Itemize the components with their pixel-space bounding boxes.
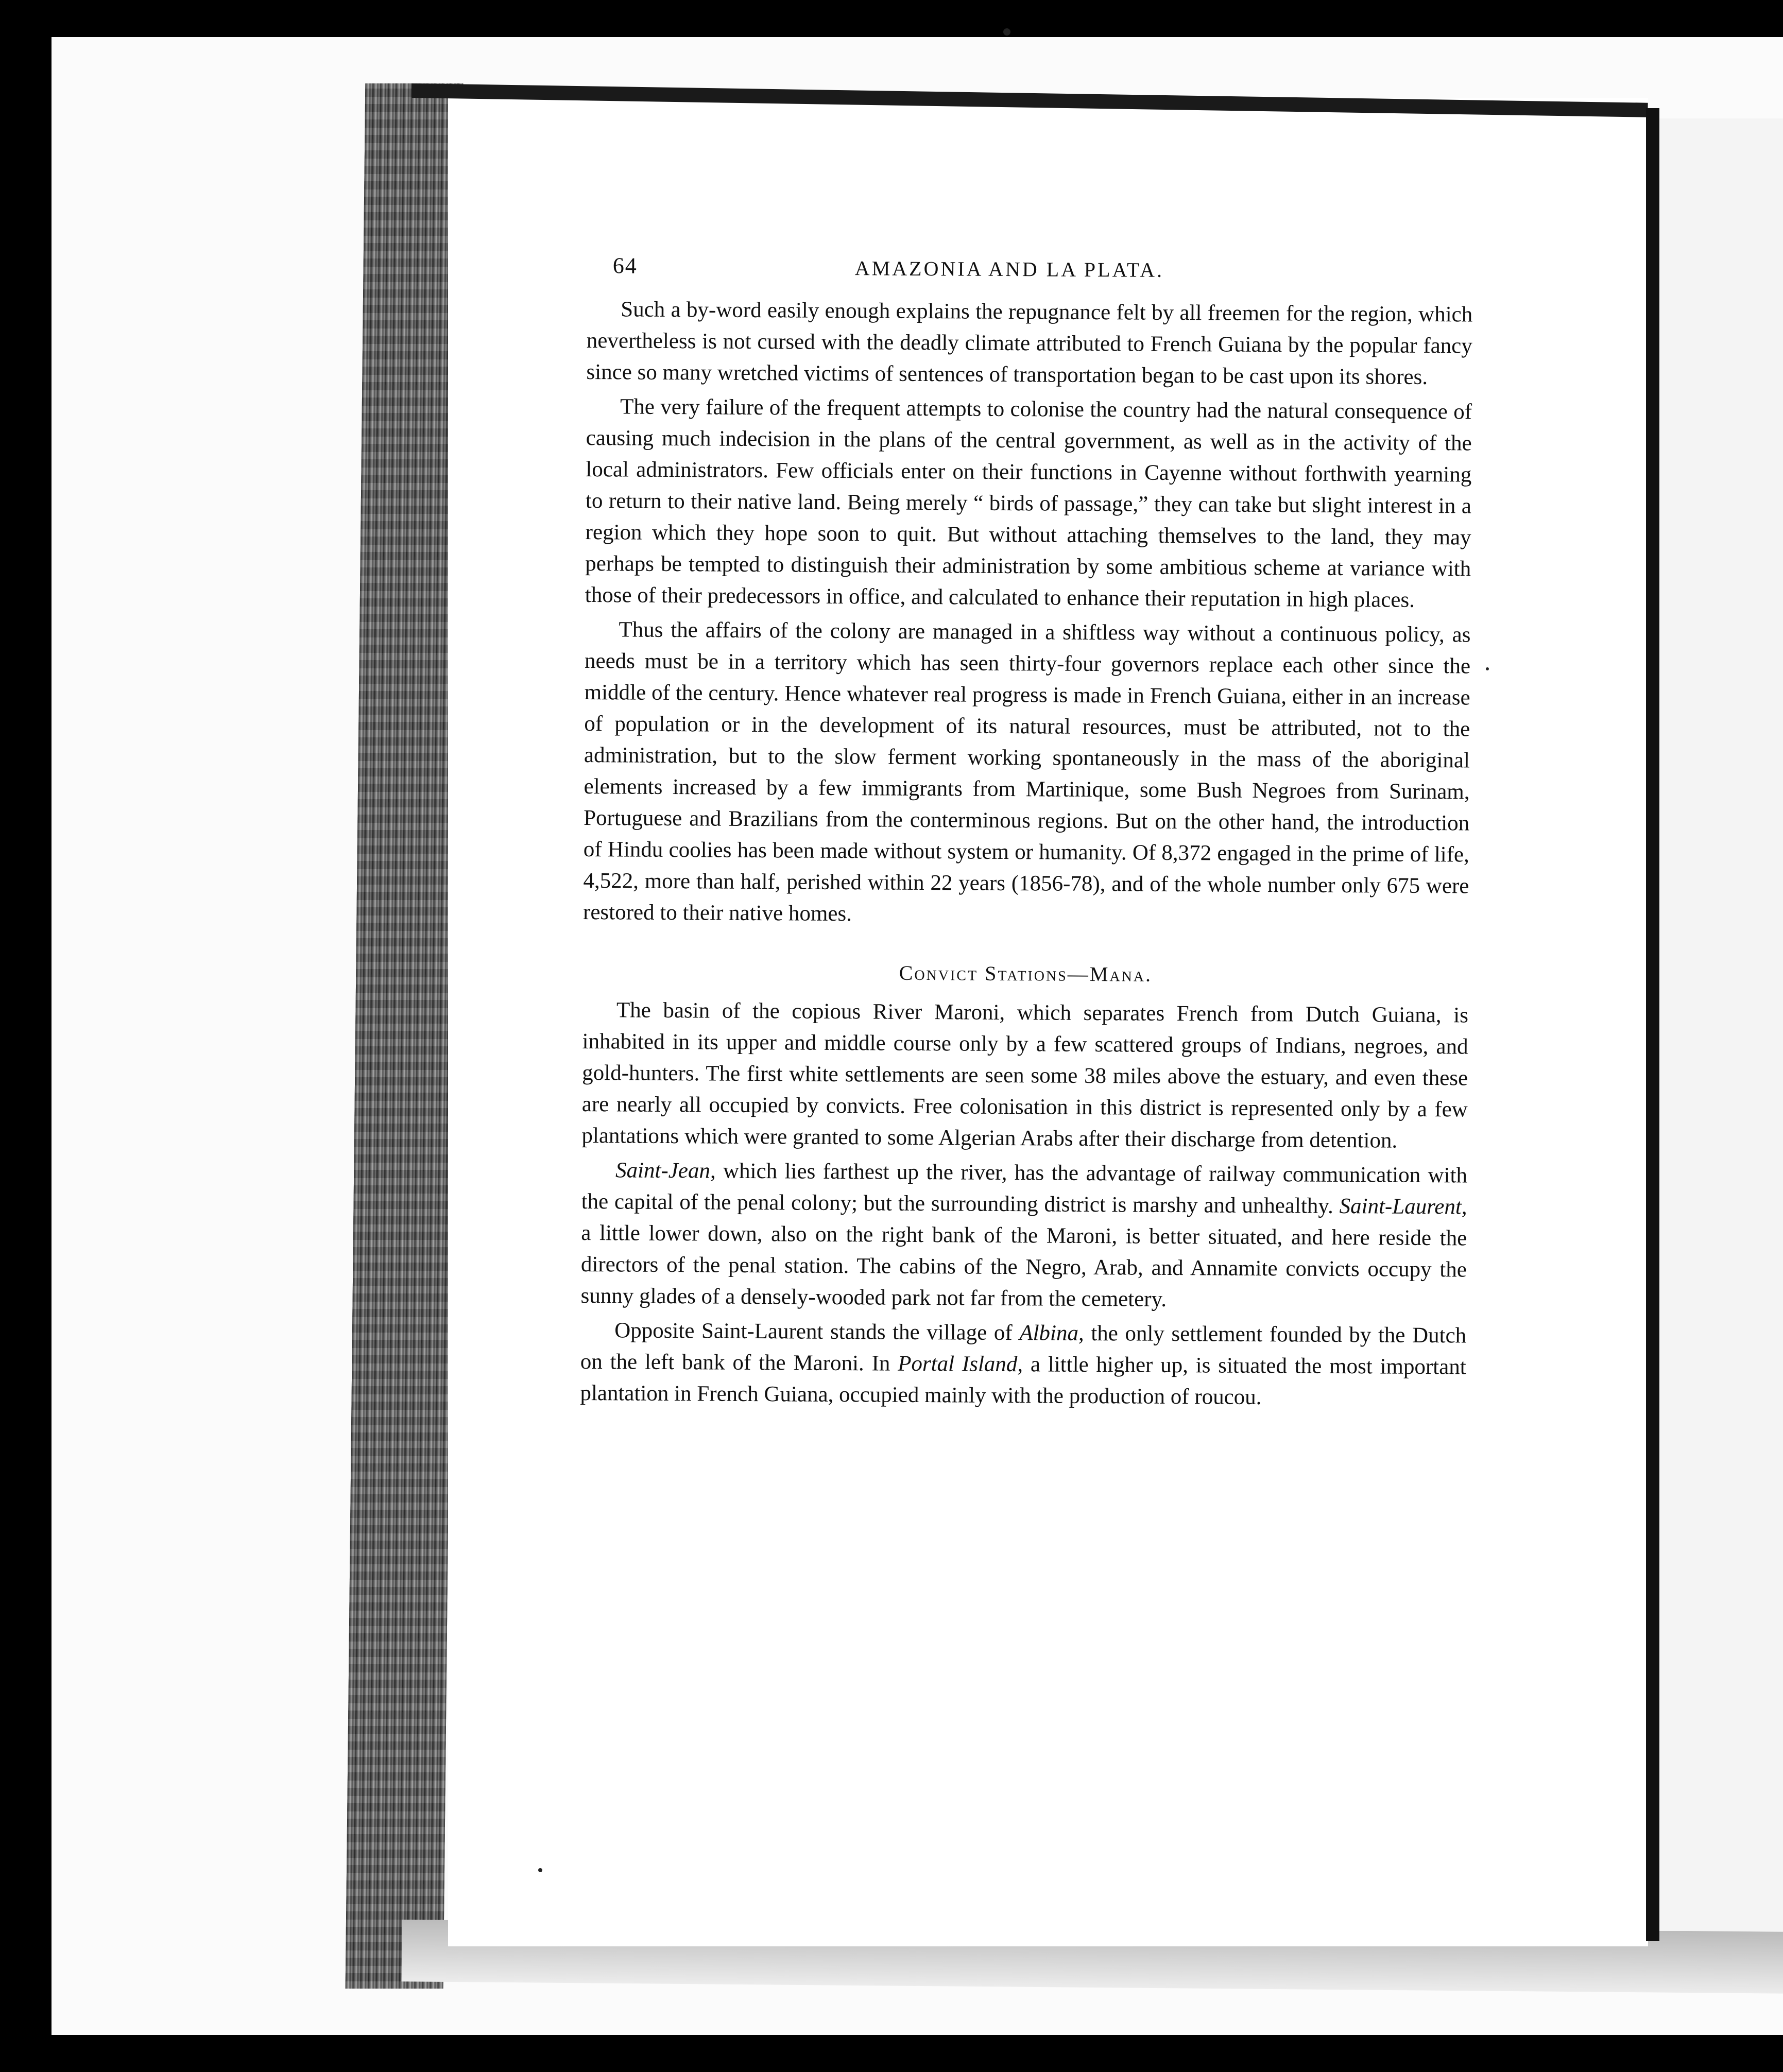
scan-speck bbox=[538, 1868, 542, 1872]
scan-speck bbox=[1486, 667, 1489, 670]
page-text bbox=[580, 247, 1473, 1414]
facing-page-edge bbox=[1659, 118, 1783, 1931]
paragraph-text: the only settlement founded by the Dutch on the left bank of the Maroni. In bbox=[580, 1321, 1467, 1376]
paragraph: The very failure of the frequent attempts to colonise the country had the natural consequence of causing much indecision in the plans of the central government, as well as in the activity of the local administrators. Few officials enter on their functions in Cayenne without forthwith yearning to return to their native land. Being merely “ birds of passage,” they can take but slight interest in a region which they hope soon to quit. But without attaching themselves to the land, they may perhaps be tempted to distinguish their administration by some ambitious scheme at variance with those of their predecessors in office, and calculated to enhance their reputation in high places. bbox=[585, 394, 1472, 612]
paragraph-text: a little lower down, also on the right bank of the Maroni, is better situated, and here reside the directors of the penal station. The cabins of the Negro, Arab, and Annamite convicts occupy the sunny glades of a densely-wooded park not far from the cemetery. bbox=[580, 1220, 1467, 1311]
paragraph-text: which lies farthest up the river, has the advantage of railway communication with the capital of the penal colony; but the surrounding district is marshy and unhealthy. bbox=[581, 1159, 1468, 1218]
paragraph: Such a by-word easily enough explains the repugnance felt by all freemen for the region, which nevertheless is not cursed with the deadly climate attributed to French Guiana by the popular fancy since so many wretched victims of sentences of transportation began to be cast upon its shores. bbox=[586, 297, 1473, 389]
paragraph-text: Opposite Saint-Laurent stands the village of bbox=[614, 1318, 1020, 1345]
place-name: Saint-Jean, bbox=[615, 1158, 716, 1183]
paragraph-text: a little higher up, is situated the most important plantation in French Guiana, occupied mainly with the production of roucou. bbox=[580, 1352, 1466, 1410]
paragraph bbox=[580, 1315, 1466, 1414]
place-name: Portal Island, bbox=[898, 1351, 1023, 1377]
running-head bbox=[587, 247, 1473, 299]
paragraph: The basin of the copious River Maroni, which separates French from Dutch Guiana, is inhabited in its upper and middle course only by a few scattered groups of Indians, negroes, and gold-hunters. The first white settlements are seen some 38 miles above the estuary, and even these are nearly all occupied by convicts. Free colonisation in this district is represented only by a few plantations which were granted to some Algerian Arabs after their discharge from detention. bbox=[581, 998, 1469, 1153]
book-page-edges bbox=[346, 83, 464, 1989]
page-number: 64 bbox=[612, 253, 638, 279]
place-name: Albina, bbox=[1019, 1321, 1084, 1345]
running-title: AMAZONIA AND LA PLATA. bbox=[854, 256, 1164, 282]
scan-speck bbox=[1003, 28, 1010, 36]
place-name: Saint-Laurent, bbox=[1339, 1194, 1467, 1219]
paragraph bbox=[580, 1154, 1467, 1317]
paragraph: Thus the affairs of the colony are managed in a shiftless way without a continuous policy, as needs must be in a territory which has seen thirty-four governors replace each other since the middle of the century. Hence whatever real progress is made in French Guiana, either in an increase of population or in the development of its natural resources, must be attributed, not to the administration, but to the slow ferment working spontaneously in the mass of the aboriginal elements increased by a few immigrants from Martinique, some Bush Negroes from Surinam, Portuguese and Brazilians from the conterminous regions. But on the other hand, the introduction of Hindu coolies has been made without system or humanity. Of 8,372 engaged in the prime of life, 4,522, more than half, perished within 22 years (1856-78), and of the whole number only 675 were restored to their native homes. bbox=[582, 617, 1471, 926]
book-spine bbox=[1646, 108, 1659, 1941]
section-heading: Convict Stations—Mana. bbox=[899, 961, 1153, 986]
